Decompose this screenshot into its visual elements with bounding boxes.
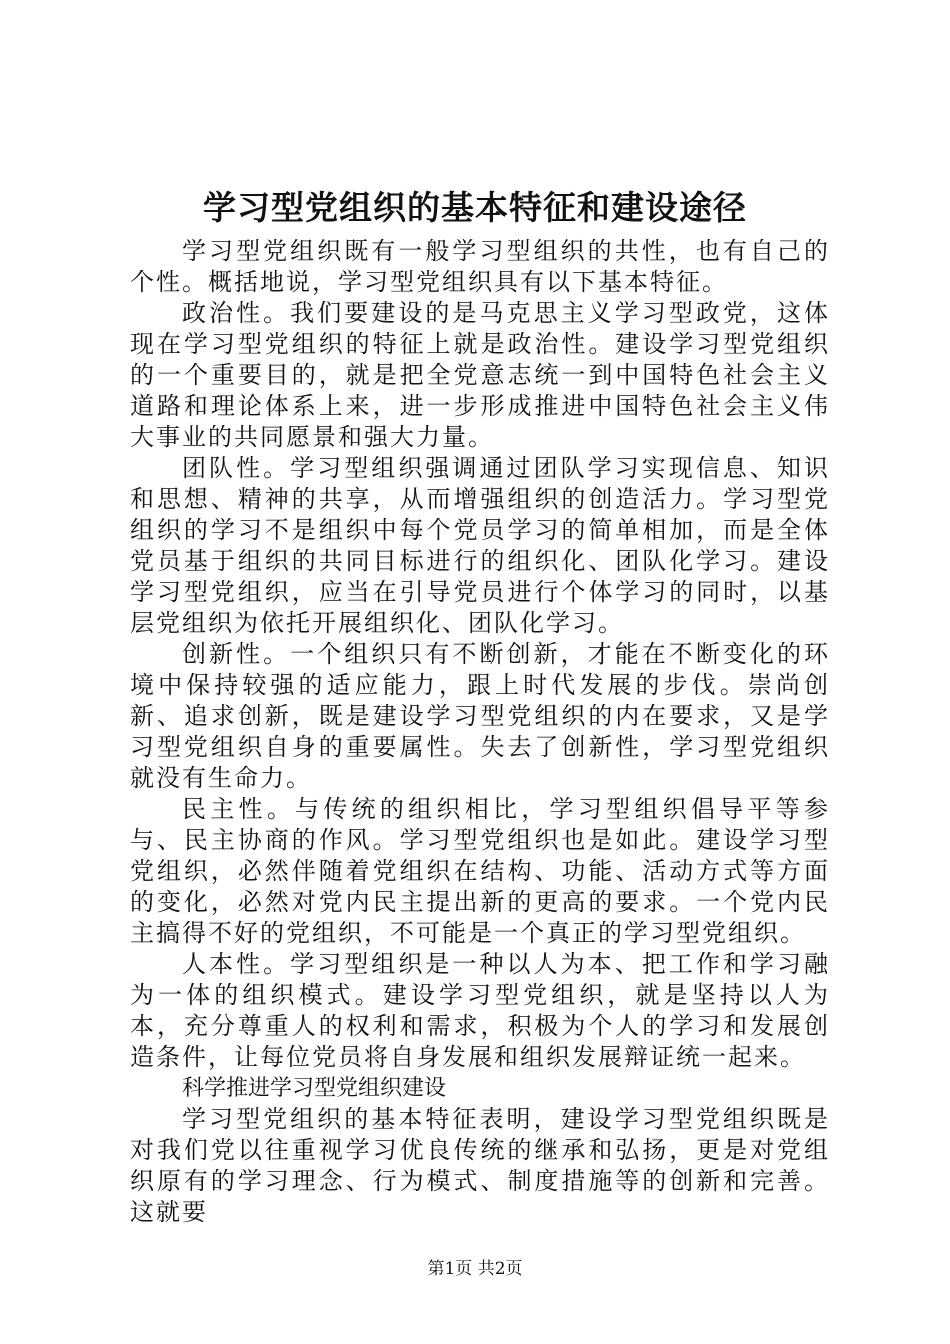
page-footer: 第1页 共2页 [427, 1259, 523, 1279]
paragraph-humanism: 人本性。学习型组织是一种以人为本、把工作和学习融为一体的组织模式。建设学习型党组织，就是坚持以人为本，充分尊重人的权利和需求，积极为个人的学习和发展创造条件，让每位党员将自身发展和组织发展辩证统一起来。 [130, 950, 830, 1071]
paragraph-innovation: 创新性。一个组织只有不断创新，才能在不断变化的环境中保持较强的适应能力，跟上时代发展的步伐。崇尚创新、追求创新，既是建设学习型党组织的内在要求，又是学习型党组织自身的重要属性。失去了创新性，学习型党组织就没有生命力。 [130, 640, 830, 792]
document-title: 学习型党组织的基本特征和建设途径 [203, 188, 747, 227]
section-subheading: 科学推进学习型党组织建设 [182, 1076, 447, 1101]
paragraph-democracy: 民主性。与传统的组织相比，学习型组织倡导平等参与、民主协商的作风。学习型党组织也是如此。建设学习型党组织，必然伴随着党组织在结构、功能、活动方式等方面的变化，必然对党内民主提出新的更高的要求。一个党内民主搞得不好的党组织，不可能是一个真正的学习型党组织。 [130, 795, 830, 947]
paragraph-intro: 学习型党组织既有一般学习型组织的共性，也有自己的个性。概括地说，学习型党组织具有以下基本特征。 [130, 237, 830, 296]
paragraph-political: 政治性。我们要建设的是马克思主义学习型政党，这体现在学习型党组织的特征上就是政治性。建设学习型党组织的一个重要目的，就是把全党意志统一到中国特色社会主义道路和理论体系上来，进一步形成推进中国特色社会主义伟大事业的共同愿景和强大力量。 [130, 299, 830, 451]
paragraph-team: 团队性。学习型组织强调通过团队学习实现信息、知识和思想、精神的共享，从而增强组织的创造活力。学习型党组织的学习不是组织中每个党员学习的简单相加，而是全体党员基于组织的共同目标进行的组织化、团队化学习。建设学习型党组织，应当在引导党员进行个体学习的同时，以基层党组织为依托开展组织化、团队化学习。 [130, 454, 830, 637]
document-body [130, 236, 830, 1228]
paragraph-closing: 学习型党组织的基本特征表明，建设学习型党组织既是对我们党以往重视学习优良传统的继承和弘扬，更是对党组织原有的学习理念、行为模式、制度措施等的创新和完善。这就要 [130, 1105, 830, 1226]
